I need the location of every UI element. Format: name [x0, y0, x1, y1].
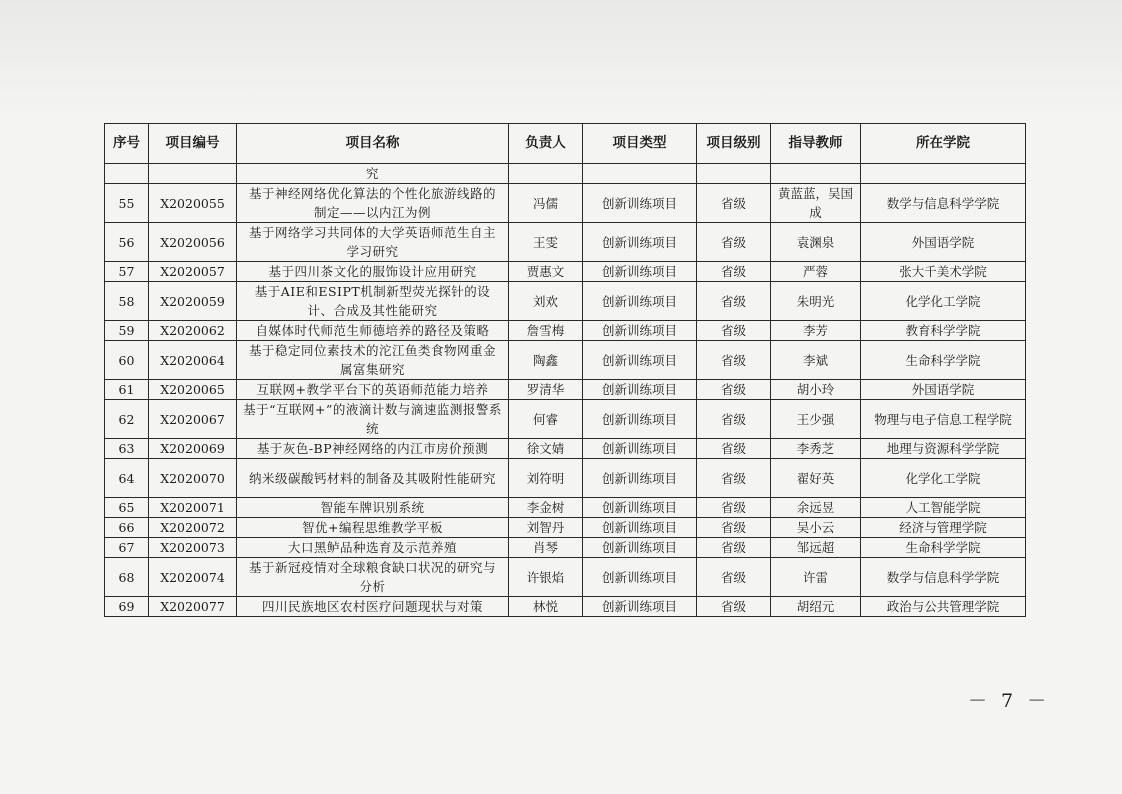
- cell-college: 外国语学院: [861, 223, 1026, 262]
- cell-no: 63: [105, 439, 149, 459]
- table-row: [105, 282, 1026, 321]
- cell-code: X2020067: [149, 400, 237, 439]
- cell-level: 省级: [697, 262, 771, 282]
- cell-college: 教育科学学院: [861, 321, 1026, 341]
- table-row: [105, 518, 1026, 538]
- cell-code: X2020055: [149, 184, 237, 223]
- header-leader: 负责人: [509, 124, 583, 164]
- cell-leader: 肖琴: [509, 538, 583, 558]
- cell-teacher: 李秀芝: [771, 439, 861, 459]
- cell-leader: 冯儒: [509, 184, 583, 223]
- cell-no: 59: [105, 321, 149, 341]
- table-row: [105, 380, 1026, 400]
- cell-level: 省级: [697, 459, 771, 498]
- header-code: 项目编号: [149, 124, 237, 164]
- cell-college: 人工智能学院: [861, 498, 1026, 518]
- cell-teacher: 邹远超: [771, 538, 861, 558]
- cell-name: 基于“互联网+”的液滴计数与滴速监测报警系统: [237, 400, 509, 439]
- cell-no: 58: [105, 282, 149, 321]
- cell-no: 67: [105, 538, 149, 558]
- cell-type: 创新训练项目: [583, 558, 697, 597]
- cell-no: 64: [105, 459, 149, 498]
- cell-no: 65: [105, 498, 149, 518]
- cell-level: 省级: [697, 380, 771, 400]
- table-row: [105, 184, 1026, 223]
- cell-leader: 何睿: [509, 400, 583, 439]
- cell-name: 自媒体时代师范生师德培养的路径及策略: [237, 321, 509, 341]
- table-row: [105, 223, 1026, 262]
- cell-level: 省级: [697, 597, 771, 617]
- cell-teacher: 王少强: [771, 400, 861, 439]
- cell-level: 省级: [697, 518, 771, 538]
- cell-type: 创新训练项目: [583, 498, 697, 518]
- cell-code: X2020071: [149, 498, 237, 518]
- cell-leader: 李金树: [509, 498, 583, 518]
- cell-code: X2020059: [149, 282, 237, 321]
- cell-leader: 詹雪梅: [509, 321, 583, 341]
- cell-college: 政治与公共管理学院: [861, 597, 1026, 617]
- cell-code: X2020064: [149, 341, 237, 380]
- cell-name: 大口黑鲈品种选育及示范养殖: [237, 538, 509, 558]
- cell-level: 省级: [697, 498, 771, 518]
- cell-college: 生命科学学院: [861, 341, 1026, 380]
- cell-code: X2020056: [149, 223, 237, 262]
- cell-type: 创新训练项目: [583, 439, 697, 459]
- cell-no: 56: [105, 223, 149, 262]
- cell-code: X2020062: [149, 321, 237, 341]
- cell-leader: 刘智丹: [509, 518, 583, 538]
- cell-leader: 陶鑫: [509, 341, 583, 380]
- cell-type: 创新训练项目: [583, 282, 697, 321]
- continuation-text: 究: [237, 164, 509, 184]
- cell-college: 数学与信息科学学院: [861, 184, 1026, 223]
- table-row: [105, 538, 1026, 558]
- cell-name: 基于新冠疫情对全球粮食缺口状况的研究与分析: [237, 558, 509, 597]
- cell-type: 创新训练项目: [583, 321, 697, 341]
- cell-teacher: 翟好英: [771, 459, 861, 498]
- cell-no: 69: [105, 597, 149, 617]
- cell-college: 生命科学学院: [861, 538, 1026, 558]
- cell-name: 纳米级碳酸钙材料的制备及其吸附性能研究: [237, 459, 509, 498]
- cell-name: 基于四川茶文化的服饰设计应用研究: [237, 262, 509, 282]
- cell-type: 创新训练项目: [583, 184, 697, 223]
- cell-level: 省级: [697, 321, 771, 341]
- cell-teacher: 严蓉: [771, 262, 861, 282]
- cell-level: 省级: [697, 400, 771, 439]
- cell-code: X2020072: [149, 518, 237, 538]
- cell-teacher: 胡绍元: [771, 597, 861, 617]
- cell-teacher: 朱明光: [771, 282, 861, 321]
- cell-no: 61: [105, 380, 149, 400]
- cell-college: 物理与电子信息工程学院: [861, 400, 1026, 439]
- cell-name: 基于灰色-BP神经网络的内江市房价预测: [237, 439, 509, 459]
- table-row: [105, 321, 1026, 341]
- cell-type: 创新训练项目: [583, 597, 697, 617]
- cell-level: 省级: [697, 184, 771, 223]
- cell-name: 基于网络学习共同体的大学英语师范生自主学习研究: [237, 223, 509, 262]
- cell-no: 66: [105, 518, 149, 538]
- header-college: 所在学院: [861, 124, 1026, 164]
- table-row: [105, 262, 1026, 282]
- cell-college: 经济与管理学院: [861, 518, 1026, 538]
- cell-level: 省级: [697, 538, 771, 558]
- continuation-row: [105, 164, 1026, 184]
- cell-college: 张大千美术学院: [861, 262, 1026, 282]
- cell-level: 省级: [697, 341, 771, 380]
- cell-type: 创新训练项目: [583, 380, 697, 400]
- cell-name: 互联网+教学平台下的英语师范能力培养: [237, 380, 509, 400]
- cell-code: X2020069: [149, 439, 237, 459]
- cell-teacher: 许雷: [771, 558, 861, 597]
- cell-type: 创新训练项目: [583, 400, 697, 439]
- cell-leader: 许银焰: [509, 558, 583, 597]
- cell-teacher: 吴小云: [771, 518, 861, 538]
- cell-level: 省级: [697, 282, 771, 321]
- cell-type: 创新训练项目: [583, 262, 697, 282]
- cell-code: X2020065: [149, 380, 237, 400]
- header-no: 序号: [105, 124, 149, 164]
- cell-name: 智优+编程思维教学平板: [237, 518, 509, 538]
- cell-level: 省级: [697, 558, 771, 597]
- cell-level: 省级: [697, 223, 771, 262]
- table-row: [105, 400, 1026, 439]
- cell-leader: 林悦: [509, 597, 583, 617]
- cell-code: X2020077: [149, 597, 237, 617]
- cell-no: 62: [105, 400, 149, 439]
- cell-no: 55: [105, 184, 149, 223]
- cell-no: 60: [105, 341, 149, 380]
- table-row: [105, 459, 1026, 498]
- cell-type: 创新训练项目: [583, 341, 697, 380]
- cell-teacher: 袁渊泉: [771, 223, 861, 262]
- table-row: [105, 558, 1026, 597]
- cell-name: 智能车牌识别系统: [237, 498, 509, 518]
- cell-type: 创新训练项目: [583, 459, 697, 498]
- scan-shadow: [0, 0, 1122, 120]
- table-body: [105, 164, 1026, 617]
- cell-college: 外国语学院: [861, 380, 1026, 400]
- cell-no: 57: [105, 262, 149, 282]
- header-level: 项目级别: [697, 124, 771, 164]
- cell-leader: 贾惠文: [509, 262, 583, 282]
- cell-leader: 刘欢: [509, 282, 583, 321]
- header-name: 项目名称: [237, 124, 509, 164]
- cell-type: 创新训练项目: [583, 223, 697, 262]
- header-teacher: 指导教师: [771, 124, 861, 164]
- cell-name: 基于稳定同位素技术的沱江鱼类食物网重金属富集研究: [237, 341, 509, 380]
- table-header-row: [105, 124, 1026, 164]
- cell-type: 创新训练项目: [583, 538, 697, 558]
- table-row: [105, 341, 1026, 380]
- cell-leader: 刘符明: [509, 459, 583, 498]
- cell-code: X2020070: [149, 459, 237, 498]
- cell-teacher: 余远昱: [771, 498, 861, 518]
- cell-code: X2020057: [149, 262, 237, 282]
- cell-type: 创新训练项目: [583, 518, 697, 538]
- cell-teacher: 黄蓝蓝，吴国成: [771, 184, 861, 223]
- table-row: [105, 439, 1026, 459]
- cell-name: 基于AIE和ESIPT机制新型荧光探针的设计、合成及其性能研究: [237, 282, 509, 321]
- cell-college: 地理与资源科学学院: [861, 439, 1026, 459]
- table-row: [105, 498, 1026, 518]
- cell-college: 数学与信息科学学院: [861, 558, 1026, 597]
- cell-code: X2020073: [149, 538, 237, 558]
- cell-college: 化学化工学院: [861, 282, 1026, 321]
- cell-teacher: 李芳: [771, 321, 861, 341]
- cell-name: 四川民族地区农村医疗问题现状与对策: [237, 597, 509, 617]
- page-number: － 7 －: [968, 690, 1051, 712]
- cell-college: 化学化工学院: [861, 459, 1026, 498]
- cell-level: 省级: [697, 439, 771, 459]
- cell-leader: 罗清华: [509, 380, 583, 400]
- cell-code: X2020074: [149, 558, 237, 597]
- cell-name: 基于神经网络优化算法的个性化旅游线路的制定——以内江为例: [237, 184, 509, 223]
- cell-leader: 徐文婧: [509, 439, 583, 459]
- header-type: 项目类型: [583, 124, 697, 164]
- cell-teacher: 李斌: [771, 341, 861, 380]
- table-row: [105, 597, 1026, 617]
- project-table: [104, 123, 1026, 617]
- cell-leader: 王雯: [509, 223, 583, 262]
- cell-teacher: 胡小玲: [771, 380, 861, 400]
- cell-no: 68: [105, 558, 149, 597]
